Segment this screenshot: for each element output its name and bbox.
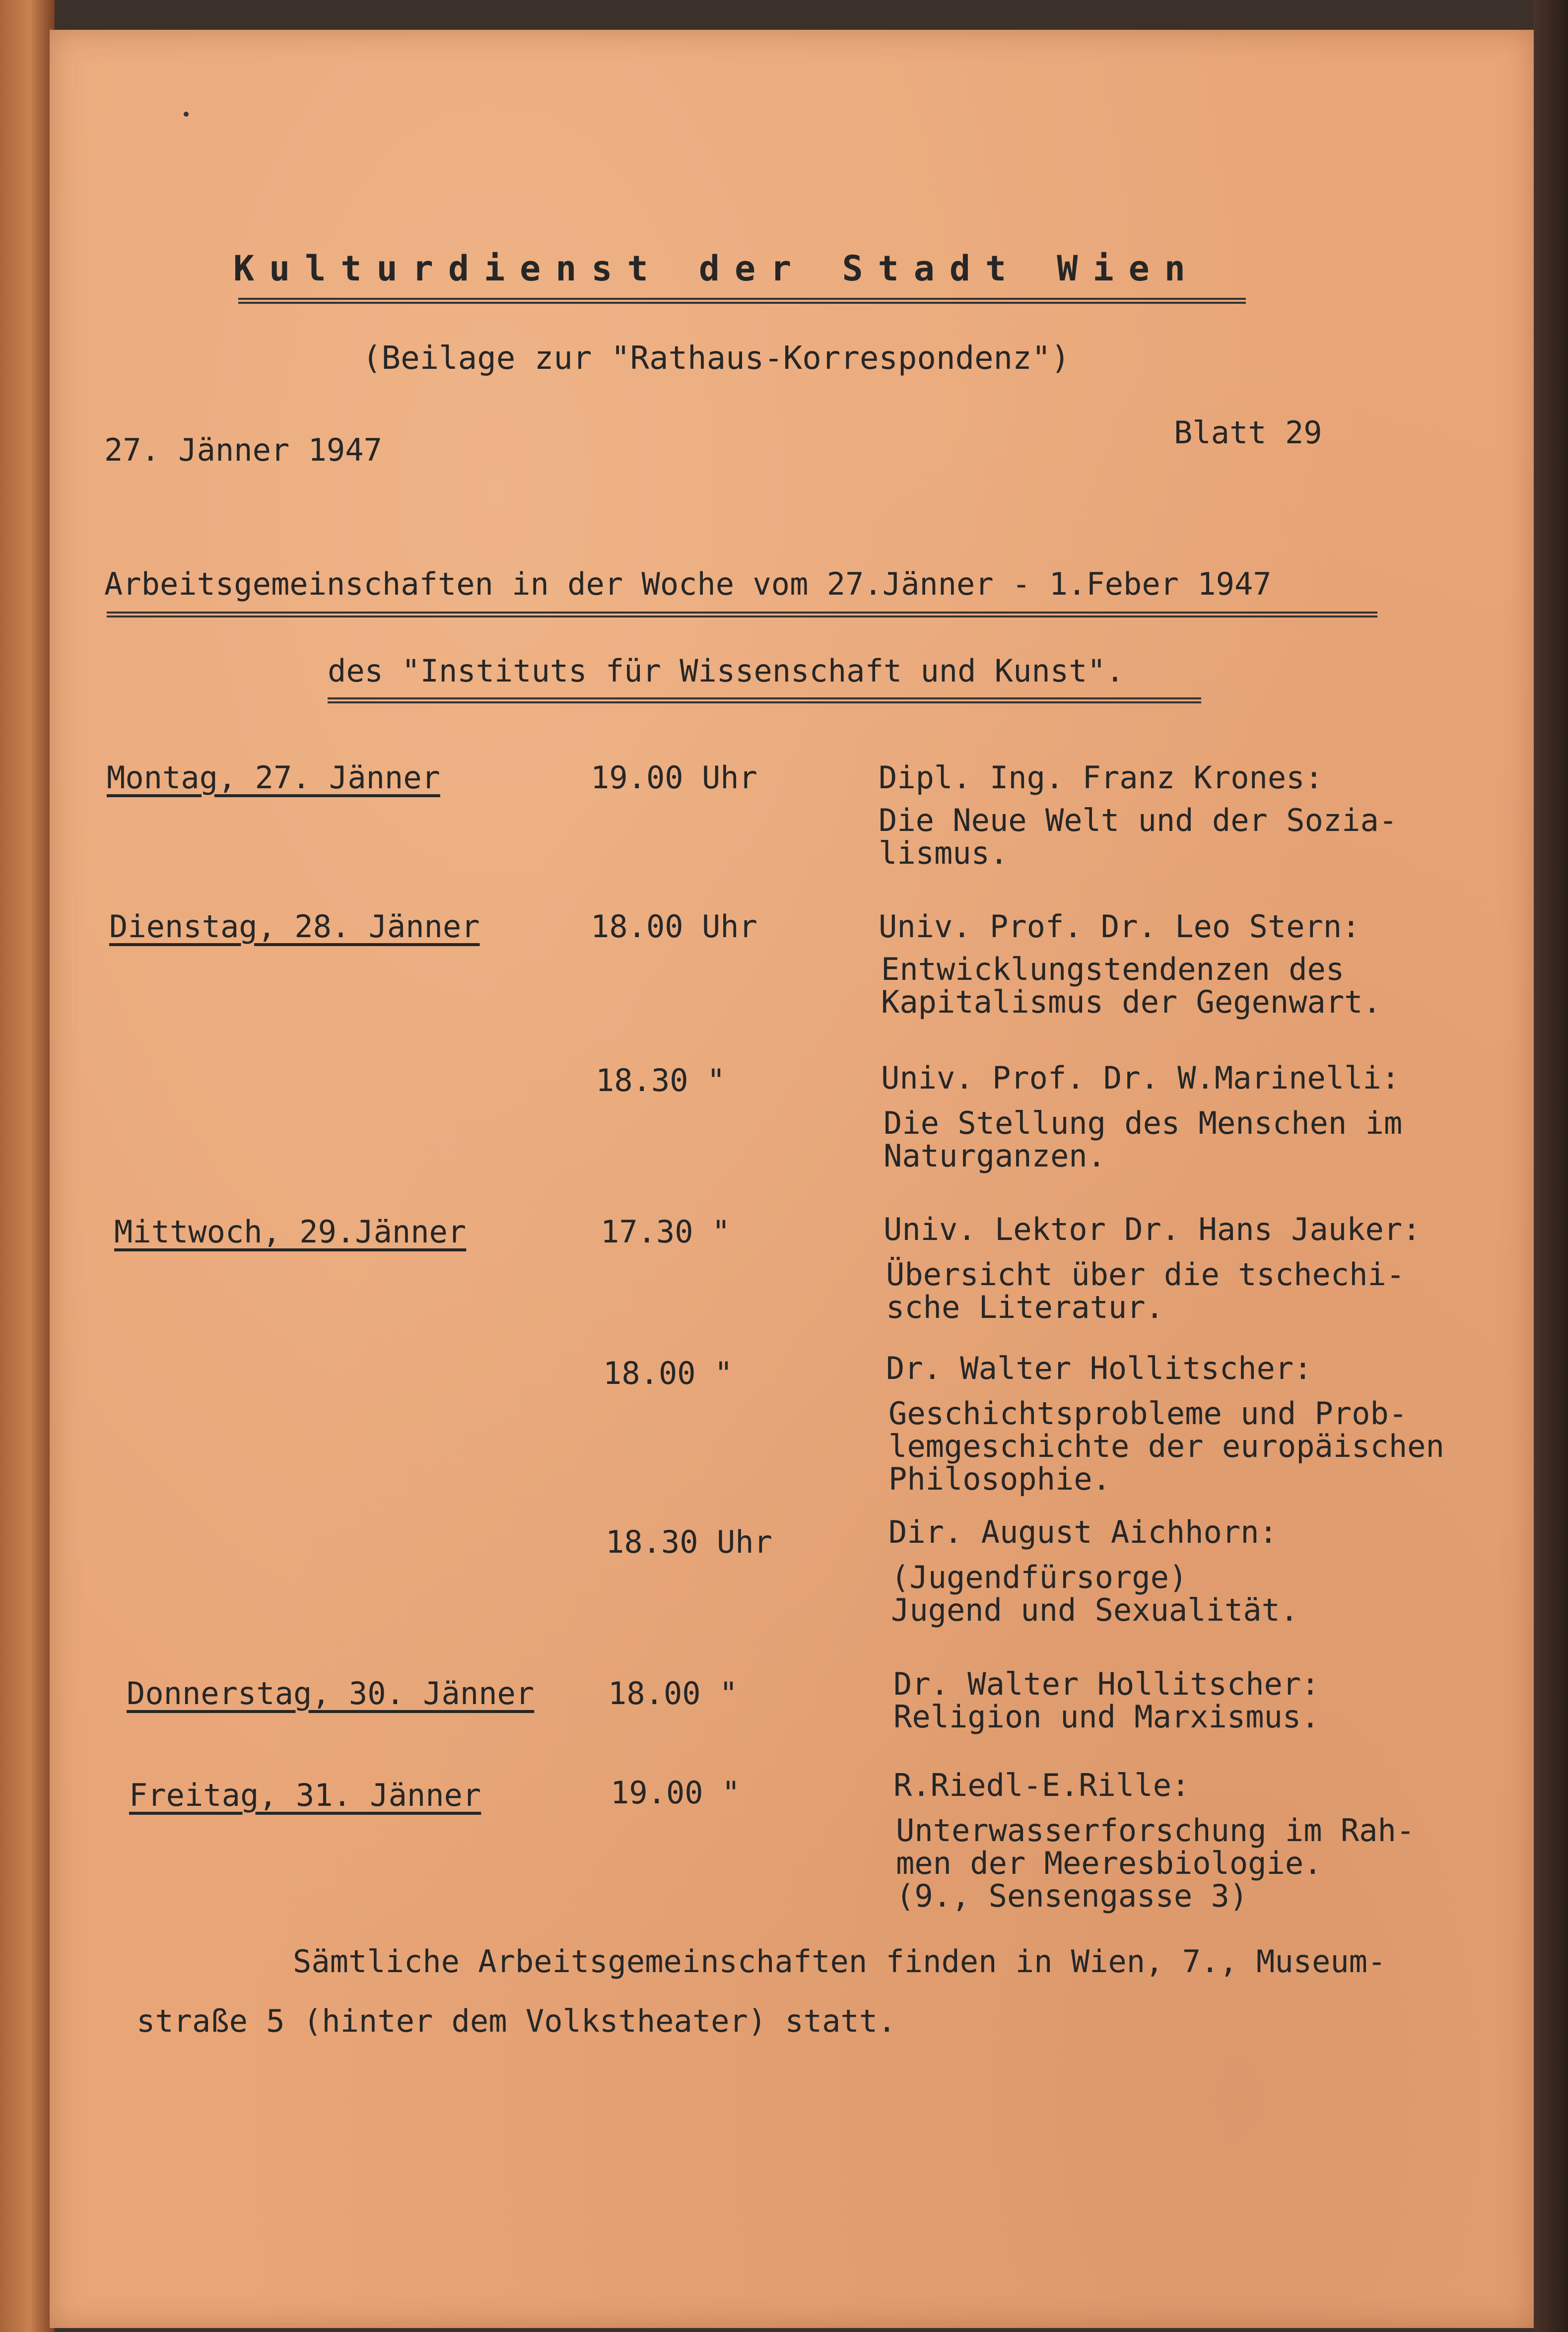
topic-line: Die Neue Welt und der Sozia- [879,802,1398,838]
time-label: 18.30 " [596,1062,726,1098]
footer-note-line2: straße 5 (hinter dem Volkstheater) statt. [136,2003,896,2039]
ink-dot [184,112,189,117]
time-label: 18.30 Uhr [606,1524,772,1560]
speaker-label: Dr. Walter Hollitscher: [893,1666,1320,1702]
topic-line: sche Literatur. [886,1289,1164,1325]
day-label: Mittwoch, 29.Jänner [114,1214,467,1250]
topic-line: Philosophie. [888,1461,1111,1497]
day-label: Montag, 27. Jänner [107,759,440,796]
time-label: 19.00 " [611,1775,741,1811]
speaker-label: Dr. Walter Hollitscher: [886,1350,1312,1386]
topic-line: Die Stellung des Menschen im [884,1105,1403,1141]
topic-line: Religion und Marxismus. [893,1699,1320,1735]
page-subtitle: (Beilage zur "Rathaus-Korrespondenz") [362,340,1070,377]
topic-line: Kapitalismus der Gegenwart. [881,984,1381,1020]
page-title: Kulturdienst der Stadt Wien [233,248,1200,289]
speaker-label: Univ. Lektor Dr. Hans Jauker: [884,1211,1421,1247]
topic-line: Jugend und Sexualität. [891,1592,1299,1628]
topic-line: lemgeschichte der europäischen [888,1428,1444,1464]
speaker-label: Univ. Prof. Dr. W.Marinelli: [881,1060,1400,1096]
topic-line: lismus. [879,835,1009,871]
footer-note-line1: Sämtliche Arbeitsgemeinschaften finden in Wien, 7., Museum- [293,1943,1386,1980]
book-spine [0,0,55,2332]
title-underline [238,298,1246,304]
topic-line: Entwicklungstendenzen des [881,951,1345,987]
topic-line: (9., Sensengasse 3) [896,1878,1248,1914]
topic-line: Unterwasserforschung im Rah- [896,1812,1415,1849]
subheading-underline [328,697,1201,703]
day-label: Freitag, 31. Jänner [129,1777,481,1813]
topic-line: men der Meeresbiologie. [896,1845,1322,1881]
document-page [50,30,1534,2328]
speaker-label: Univ. Prof. Dr. Leo Stern: [879,908,1361,945]
section-underline [107,612,1377,617]
section-heading: Arbeitsgemeinschaften in der Woche vom 27.Jänner - 1.Feber 1947 [104,566,1272,602]
speaker-label: Dipl. Ing. Franz Krones: [879,759,1323,796]
section-subheading: des "Instituts für Wissenschaft und Kunst". [328,653,1125,689]
time-label: 18.00 Uhr [591,908,757,945]
time-label: 18.00 " [603,1355,733,1391]
day-label: Dienstag, 28. Jänner [109,908,480,945]
day-label: Donnerstag, 30. Jänner [127,1675,535,1712]
time-label: 19.00 Uhr [591,759,757,796]
time-label: 17.30 " [601,1214,731,1250]
speaker-label: R.Riedl-E.Rille: [893,1767,1190,1803]
topic-line: Geschichtsprobleme und Prob- [888,1395,1408,1432]
time-label: 18.00 " [608,1675,738,1712]
sheet-number: Blatt 29 [1174,414,1322,451]
topic-line: Übersicht über die tschechi- [886,1256,1405,1293]
topic-line: Naturganzen. [884,1138,1106,1174]
topic-line: (Jugendfürsorge) [891,1559,1188,1595]
speaker-label: Dir. August Aichhorn: [888,1514,1278,1550]
book-edge [1533,0,1568,2332]
document-date: 27. Jänner 1947 [104,432,382,468]
